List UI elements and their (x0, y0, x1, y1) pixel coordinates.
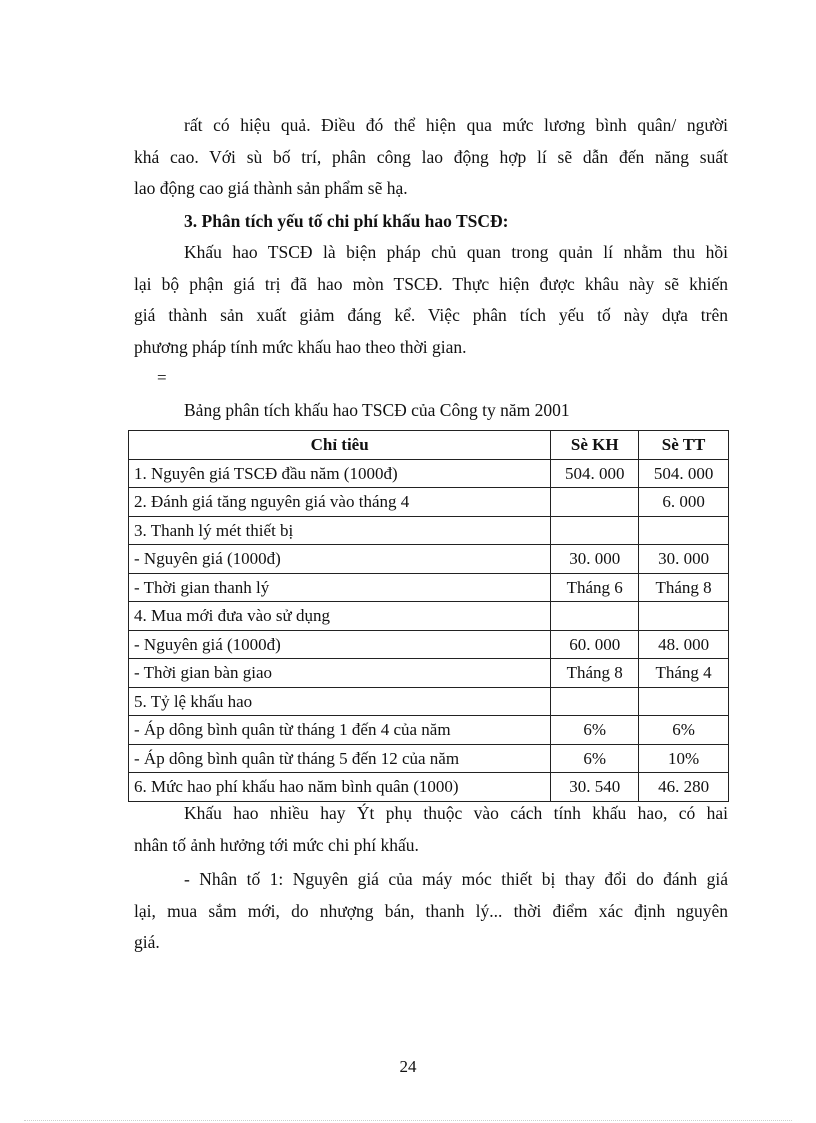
actual-value: 48. 000 (639, 630, 729, 659)
header-actual: Sè TT (639, 431, 729, 460)
plan-value: 30. 540 (551, 773, 639, 802)
plan-value: 30. 000 (551, 545, 639, 574)
plan-value: 6% (551, 744, 639, 773)
paragraph-intro (134, 110, 728, 205)
actual-value: 6. 000 (639, 488, 729, 517)
actual-value (639, 602, 729, 631)
row-label: - Nguyên giá (1000đ) (129, 545, 551, 574)
plan-value: Tháng 8 (551, 659, 639, 688)
plan-value (551, 602, 639, 631)
header-indicator: Chỉ tiêu (129, 431, 551, 460)
table-row (129, 687, 729, 716)
text-line: - Nhân tố 1: Nguyên giá của máy móc thiết bị thay đổi do đánh giá (184, 869, 728, 889)
depreciation-table (128, 430, 729, 802)
text-line: Khấu hao nhiều hay Ýt phụ thuộc vào cách tính khấu hao, có hai (184, 803, 728, 823)
paragraph-factors (134, 798, 728, 861)
text-line: lại bộ phận giá trị đã hao mòn TSCĐ. Thực hiện được khâu này sẽ khiến (134, 273, 728, 294)
table-row (129, 573, 729, 602)
table-row (129, 459, 729, 488)
row-label: 3. Thanh lý mét thiết bị (129, 516, 551, 545)
table-row (129, 773, 729, 802)
text-line: giá. (134, 932, 160, 952)
actual-value: 46. 280 (639, 773, 729, 802)
page-bottom-divider (24, 1120, 792, 1121)
row-label: 4. Mua mới đưa vào sử dụng (129, 602, 551, 631)
section-heading: 3. Phân tích yếu tố chi phí khấu hao TSCĐ: (184, 211, 509, 231)
table-caption: Bảng phân tích khấu hao TSCĐ của Công ty năm 2001 (184, 400, 570, 420)
row-label: 5. Tỷ lệ khấu hao (129, 687, 551, 716)
text-line: lao động cao giá thành sản phẩm sẽ hạ. (134, 178, 408, 198)
plan-value (551, 488, 639, 517)
text-line: rất có hiệu quả. Điều đó thể hiện qua mức lương bình quân/ người (184, 115, 728, 135)
row-label: - Thời gian thanh lý (129, 573, 551, 602)
actual-value (639, 516, 729, 545)
text-line: phương pháp tính mức khấu hao theo thời gian. (134, 336, 467, 357)
table-row (129, 659, 729, 688)
actual-value: 30. 000 (639, 545, 729, 574)
table-row (129, 744, 729, 773)
table-row (129, 545, 729, 574)
paragraph-depreciation (134, 237, 728, 363)
table-row (129, 630, 729, 659)
page-number: 24 (399, 1057, 417, 1076)
plan-value (551, 516, 639, 545)
row-label: - Áp dông bình quân từ tháng 1 đến 4 của năm (129, 716, 551, 745)
actual-value: 10% (639, 744, 729, 773)
actual-value: 504. 000 (639, 459, 729, 488)
plan-value: 504. 000 (551, 459, 639, 488)
row-label: - Thời gian bàn giao (129, 659, 551, 688)
header-plan: Sè KH (551, 431, 639, 460)
actual-value: Tháng 8 (639, 573, 729, 602)
plan-value: Tháng 6 (551, 573, 639, 602)
table-row (129, 602, 729, 631)
row-label: - Áp dông bình quân từ tháng 5 đến 12 của năm (129, 744, 551, 773)
stray-mark: = (157, 368, 167, 387)
row-label: 2. Đánh giá tăng nguyên giá vào tháng 4 (129, 488, 551, 517)
plan-value (551, 687, 639, 716)
row-label: 1. Nguyên giá TSCĐ đầu năm (1000đ) (129, 459, 551, 488)
actual-value: Tháng 4 (639, 659, 729, 688)
plan-value: 60. 000 (551, 630, 639, 659)
row-label: 6. Mức hao phí khấu hao năm bình quân (1000) (129, 773, 551, 802)
plan-value: 6% (551, 716, 639, 745)
text-line: giá thành sản xuất giảm đáng kể. Việc phân tích yếu tố này dựa trên (134, 305, 728, 325)
table-row (129, 488, 729, 517)
table-row (129, 716, 729, 745)
actual-value: 6% (639, 716, 729, 745)
table-header-row (129, 431, 729, 460)
text-line: khá cao. Với sù bố trí, phân công lao động hợp lí sẽ dẫn đến năng suất (134, 146, 728, 167)
table-row (129, 516, 729, 545)
text-line: lại, mua sắm mới, do nhượng bán, thanh lý... thời điểm xác định nguyên (134, 900, 728, 921)
text-line: Khấu hao TSCĐ là biện pháp chủ quan trong quản lí nhằm thu hồi (184, 242, 728, 262)
actual-value (639, 687, 729, 716)
row-label: - Nguyên giá (1000đ) (129, 630, 551, 659)
text-line: nhân tố ảnh hưởng tới mức chi phí khấu. (134, 834, 419, 855)
paragraph-factor-1 (134, 864, 728, 959)
